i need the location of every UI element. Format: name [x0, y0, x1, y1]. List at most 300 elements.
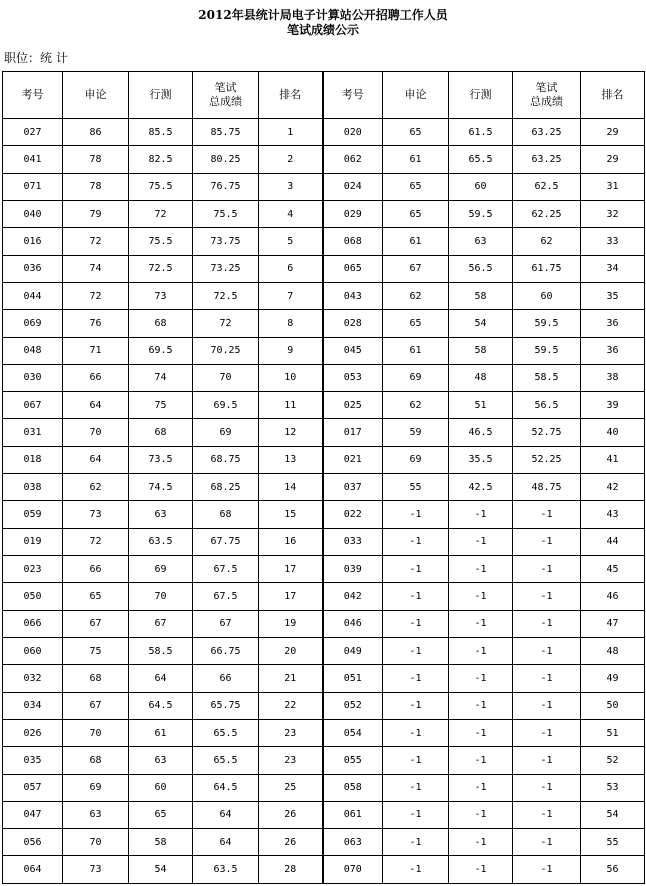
exam-no-cell: 035 — [3, 747, 63, 774]
total-cell: 66 — [193, 665, 259, 692]
header-exam-no-right: 考号 — [323, 72, 383, 119]
essay-cell: 66 — [63, 364, 129, 391]
aptitude-cell-right: 35.5 — [449, 446, 513, 473]
essay-cell: 64 — [63, 446, 129, 473]
exam-no-cell: 047 — [3, 801, 63, 828]
total-cell: 73.25 — [193, 255, 259, 282]
exam-no-cell-right: 068 — [323, 228, 383, 255]
rank-cell-right: 41 — [581, 446, 645, 473]
total-cell: 73.75 — [193, 228, 259, 255]
total-cell-right: -1 — [513, 829, 581, 856]
total-cell: 85.75 — [193, 119, 259, 146]
total-cell-right: 56.5 — [513, 392, 581, 419]
rank-cell: 26 — [259, 801, 323, 828]
total-cell: 72.5 — [193, 282, 259, 309]
essay-cell-right: -1 — [383, 583, 449, 610]
exam-no-cell: 060 — [3, 637, 63, 664]
essay-cell-right: -1 — [383, 501, 449, 528]
exam-no-cell-right: 051 — [323, 665, 383, 692]
essay-cell: 71 — [63, 337, 129, 364]
rank-cell-right: 32 — [581, 200, 645, 227]
essay-cell: 63 — [63, 801, 129, 828]
rank-cell-right: 56 — [581, 856, 645, 884]
essay-cell: 76 — [63, 310, 129, 337]
essay-cell-right: 65 — [383, 173, 449, 200]
total-cell-right: -1 — [513, 583, 581, 610]
exam-no-cell-right: 029 — [323, 200, 383, 227]
rank-cell-right: 36 — [581, 337, 645, 364]
exam-no-cell-right: 070 — [323, 856, 383, 884]
aptitude-cell: 60 — [129, 774, 193, 801]
total-cell-right: 61.75 — [513, 255, 581, 282]
essay-cell-right: 67 — [383, 255, 449, 282]
essay-cell-right: -1 — [383, 528, 449, 555]
aptitude-cell-right: -1 — [449, 856, 513, 884]
rank-cell-right: 40 — [581, 419, 645, 446]
header-total-line2: 总成绩 — [209, 95, 242, 108]
total-cell: 64 — [193, 801, 259, 828]
total-cell-right: -1 — [513, 501, 581, 528]
rank-cell: 17 — [259, 583, 323, 610]
aptitude-cell: 74 — [129, 364, 193, 391]
essay-cell-right: -1 — [383, 556, 449, 583]
table-row — [3, 146, 645, 173]
aptitude-cell: 64 — [129, 665, 193, 692]
rank-cell: 17 — [259, 556, 323, 583]
aptitude-cell-right: 56.5 — [449, 255, 513, 282]
aptitude-cell: 63 — [129, 747, 193, 774]
exam-no-cell-right: 061 — [323, 801, 383, 828]
aptitude-cell-right: 48 — [449, 364, 513, 391]
table-row — [3, 747, 645, 774]
table-row — [3, 665, 645, 692]
rank-cell-right: 29 — [581, 119, 645, 146]
aptitude-cell-right: -1 — [449, 719, 513, 746]
exam-no-cell: 027 — [3, 119, 63, 146]
aptitude-cell: 72.5 — [129, 255, 193, 282]
exam-no-cell: 023 — [3, 556, 63, 583]
exam-no-cell-right: 021 — [323, 446, 383, 473]
table-row — [3, 392, 645, 419]
rank-cell-right: 31 — [581, 173, 645, 200]
exam-no-cell: 066 — [3, 610, 63, 637]
essay-cell: 72 — [63, 228, 129, 255]
total-cell: 67.5 — [193, 556, 259, 583]
exam-no-cell-right: 063 — [323, 829, 383, 856]
rank-cell-right: 45 — [581, 556, 645, 583]
total-cell: 63.5 — [193, 856, 259, 884]
aptitude-cell-right: -1 — [449, 692, 513, 719]
rank-cell-right: 29 — [581, 146, 645, 173]
table-row — [3, 310, 645, 337]
aptitude-cell: 68 — [129, 419, 193, 446]
exam-no-cell-right: 037 — [323, 474, 383, 501]
rank-cell-right: 50 — [581, 692, 645, 719]
essay-cell: 74 — [63, 255, 129, 282]
exam-no-cell: 050 — [3, 583, 63, 610]
essay-cell: 73 — [63, 856, 129, 884]
exam-no-cell: 044 — [3, 282, 63, 309]
aptitude-cell: 74.5 — [129, 474, 193, 501]
aptitude-cell: 69 — [129, 556, 193, 583]
essay-cell: 67 — [63, 610, 129, 637]
aptitude-cell-right: -1 — [449, 583, 513, 610]
total-cell: 68 — [193, 501, 259, 528]
essay-cell: 62 — [63, 474, 129, 501]
essay-cell-right: -1 — [383, 665, 449, 692]
total-cell-right: 52.75 — [513, 419, 581, 446]
exam-no-cell-right: 053 — [323, 364, 383, 391]
aptitude-cell-right: -1 — [449, 637, 513, 664]
essay-cell-right: -1 — [383, 774, 449, 801]
total-cell-right: -1 — [513, 719, 581, 746]
total-cell: 67 — [193, 610, 259, 637]
rank-cell-right: 33 — [581, 228, 645, 255]
table-row — [3, 774, 645, 801]
exam-no-cell: 041 — [3, 146, 63, 173]
rank-cell: 16 — [259, 528, 323, 555]
table-row — [3, 255, 645, 282]
essay-cell-right: 61 — [383, 146, 449, 173]
header-rank-right: 排名 — [581, 72, 645, 119]
total-cell-right: 52.25 — [513, 446, 581, 473]
aptitude-cell-right: 42.5 — [449, 474, 513, 501]
table-row — [3, 282, 645, 309]
exam-no-cell-right: 024 — [323, 173, 383, 200]
table-header-row — [3, 72, 645, 119]
table-row — [3, 446, 645, 473]
essay-cell: 65 — [63, 583, 129, 610]
essay-cell-right: 65 — [383, 200, 449, 227]
total-cell-right: 63.25 — [513, 146, 581, 173]
essay-cell-right: -1 — [383, 637, 449, 664]
total-cell: 66.75 — [193, 637, 259, 664]
exam-no-cell-right: 054 — [323, 719, 383, 746]
exam-no-cell-right: 028 — [323, 310, 383, 337]
header-essay: 申论 — [63, 72, 129, 119]
exam-no-cell-right: 022 — [323, 501, 383, 528]
exam-no-cell-right: 033 — [323, 528, 383, 555]
table-body — [3, 119, 645, 884]
exam-no-cell: 057 — [3, 774, 63, 801]
total-cell: 70.25 — [193, 337, 259, 364]
aptitude-cell: 75.5 — [129, 228, 193, 255]
aptitude-cell-right: 60 — [449, 173, 513, 200]
rank-cell: 1 — [259, 119, 323, 146]
exam-no-cell-right: 039 — [323, 556, 383, 583]
rank-cell-right: 54 — [581, 801, 645, 828]
rank-cell-right: 48 — [581, 637, 645, 664]
rank-cell-right: 35 — [581, 282, 645, 309]
table-row — [3, 610, 645, 637]
exam-no-cell-right: 017 — [323, 419, 383, 446]
table-row — [3, 528, 645, 555]
rank-cell-right: 36 — [581, 310, 645, 337]
table-row — [3, 719, 645, 746]
rank-cell: 19 — [259, 610, 323, 637]
rank-cell-right: 43 — [581, 501, 645, 528]
total-cell: 80.25 — [193, 146, 259, 173]
rank-cell: 10 — [259, 364, 323, 391]
total-cell: 69.5 — [193, 392, 259, 419]
total-cell: 67.75 — [193, 528, 259, 555]
table-row — [3, 856, 645, 884]
rank-cell: 28 — [259, 856, 323, 884]
table-row — [3, 474, 645, 501]
essay-cell-right: 62 — [383, 392, 449, 419]
aptitude-cell: 73.5 — [129, 446, 193, 473]
essay-cell: 79 — [63, 200, 129, 227]
essay-cell-right: -1 — [383, 829, 449, 856]
essay-cell-right: -1 — [383, 692, 449, 719]
aptitude-cell: 58.5 — [129, 637, 193, 664]
rank-cell: 22 — [259, 692, 323, 719]
exam-no-cell: 040 — [3, 200, 63, 227]
total-cell: 64 — [193, 829, 259, 856]
aptitude-cell-right: -1 — [449, 556, 513, 583]
aptitude-cell: 75.5 — [129, 173, 193, 200]
essay-cell-right: 65 — [383, 119, 449, 146]
header-total-right — [513, 72, 581, 119]
essay-cell-right: 55 — [383, 474, 449, 501]
rank-cell: 23 — [259, 719, 323, 746]
essay-cell: 78 — [63, 173, 129, 200]
essay-cell: 86 — [63, 119, 129, 146]
rank-cell: 20 — [259, 637, 323, 664]
aptitude-cell-right: 54 — [449, 310, 513, 337]
aptitude-cell-right: -1 — [449, 501, 513, 528]
rank-cell: 14 — [259, 474, 323, 501]
header-aptitude-right: 行测 — [449, 72, 513, 119]
rank-cell: 4 — [259, 200, 323, 227]
essay-cell-right: 65 — [383, 310, 449, 337]
total-cell: 65.5 — [193, 747, 259, 774]
total-cell-right: 63.25 — [513, 119, 581, 146]
aptitude-cell: 61 — [129, 719, 193, 746]
exam-no-cell-right: 062 — [323, 146, 383, 173]
exam-no-cell: 030 — [3, 364, 63, 391]
aptitude-cell: 82.5 — [129, 146, 193, 173]
aptitude-cell: 63.5 — [129, 528, 193, 555]
total-cell-right: -1 — [513, 556, 581, 583]
essay-cell: 67 — [63, 692, 129, 719]
exam-no-cell: 019 — [3, 528, 63, 555]
rank-cell-right: 55 — [581, 829, 645, 856]
rank-cell: 11 — [259, 392, 323, 419]
essay-cell: 70 — [63, 719, 129, 746]
essay-cell-right: 61 — [383, 337, 449, 364]
essay-cell-right: -1 — [383, 610, 449, 637]
aptitude-cell-right: 61.5 — [449, 119, 513, 146]
essay-cell-right: 69 — [383, 446, 449, 473]
exam-no-cell-right: 046 — [323, 610, 383, 637]
total-cell-right: 48.75 — [513, 474, 581, 501]
rank-cell: 7 — [259, 282, 323, 309]
aptitude-cell: 75 — [129, 392, 193, 419]
rank-cell-right: 34 — [581, 255, 645, 282]
aptitude-cell: 69.5 — [129, 337, 193, 364]
aptitude-cell-right: 65.5 — [449, 146, 513, 173]
exam-no-cell-right: 025 — [323, 392, 383, 419]
exam-no-cell: 026 — [3, 719, 63, 746]
aptitude-cell-right: -1 — [449, 747, 513, 774]
total-cell: 67.5 — [193, 583, 259, 610]
total-cell-right: -1 — [513, 665, 581, 692]
exam-no-cell: 036 — [3, 255, 63, 282]
aptitude-cell: 67 — [129, 610, 193, 637]
rank-cell: 3 — [259, 173, 323, 200]
total-cell-right: -1 — [513, 801, 581, 828]
page-title: 2012年县统计局电子计算站公开招聘工作人员 — [198, 8, 448, 22]
rank-cell-right: 42 — [581, 474, 645, 501]
total-cell-right: -1 — [513, 747, 581, 774]
rank-cell-right: 39 — [581, 392, 645, 419]
rank-cell: 5 — [259, 228, 323, 255]
table-row — [3, 228, 645, 255]
aptitude-cell: 65 — [129, 801, 193, 828]
essay-cell-right: -1 — [383, 719, 449, 746]
essay-cell: 66 — [63, 556, 129, 583]
exam-no-cell-right: 045 — [323, 337, 383, 364]
essay-cell: 70 — [63, 419, 129, 446]
rank-cell: 2 — [259, 146, 323, 173]
aptitude-cell: 54 — [129, 856, 193, 884]
table-row — [3, 200, 645, 227]
total-cell: 65.75 — [193, 692, 259, 719]
exam-no-cell: 018 — [3, 446, 63, 473]
aptitude-cell: 70 — [129, 583, 193, 610]
total-cell-right: -1 — [513, 692, 581, 719]
rank-cell-right: 52 — [581, 747, 645, 774]
aptitude-cell: 72 — [129, 200, 193, 227]
rank-cell-right: 46 — [581, 583, 645, 610]
total-cell: 68.25 — [193, 474, 259, 501]
aptitude-cell: 58 — [129, 829, 193, 856]
table-row — [3, 556, 645, 583]
exam-no-cell-right: 065 — [323, 255, 383, 282]
aptitude-cell: 85.5 — [129, 119, 193, 146]
essay-cell: 70 — [63, 829, 129, 856]
exam-no-cell-right: 058 — [323, 774, 383, 801]
header-total-line2-right: 总成绩 — [530, 95, 563, 108]
exam-no-cell: 016 — [3, 228, 63, 255]
total-cell: 76.75 — [193, 173, 259, 200]
table-row — [3, 501, 645, 528]
exam-no-cell-right: 055 — [323, 747, 383, 774]
aptitude-cell-right: -1 — [449, 528, 513, 555]
essay-cell-right: 59 — [383, 419, 449, 446]
total-cell: 69 — [193, 419, 259, 446]
total-cell-right: -1 — [513, 774, 581, 801]
essay-cell: 68 — [63, 747, 129, 774]
header-total-line1: 笔试 — [214, 81, 237, 94]
exam-no-cell: 034 — [3, 692, 63, 719]
table-row — [3, 829, 645, 856]
exam-no-cell: 032 — [3, 665, 63, 692]
total-cell-right: -1 — [513, 856, 581, 884]
aptitude-cell: 68 — [129, 310, 193, 337]
aptitude-cell-right: 51 — [449, 392, 513, 419]
exam-no-cell-right: 020 — [323, 119, 383, 146]
rank-cell-right: 53 — [581, 774, 645, 801]
essay-cell: 75 — [63, 637, 129, 664]
aptitude-cell: 73 — [129, 282, 193, 309]
rank-cell-right: 51 — [581, 719, 645, 746]
essay-cell-right: -1 — [383, 801, 449, 828]
exam-no-cell: 048 — [3, 337, 63, 364]
page-subtitle: 笔试成绩公示 — [286, 23, 359, 37]
rank-cell: 6 — [259, 255, 323, 282]
exam-no-cell-right: 052 — [323, 692, 383, 719]
exam-no-cell: 067 — [3, 392, 63, 419]
total-cell-right: 62.25 — [513, 200, 581, 227]
table-row — [3, 173, 645, 200]
position-label: 职位：统 计 — [4, 51, 68, 65]
rank-cell: 9 — [259, 337, 323, 364]
essay-cell-right: 61 — [383, 228, 449, 255]
exam-no-cell: 069 — [3, 310, 63, 337]
table-row — [3, 583, 645, 610]
essay-cell: 73 — [63, 501, 129, 528]
aptitude-cell-right: 58 — [449, 282, 513, 309]
total-cell-right: -1 — [513, 637, 581, 664]
essay-cell: 68 — [63, 665, 129, 692]
table-row — [3, 637, 645, 664]
rank-cell: 12 — [259, 419, 323, 446]
rank-cell: 23 — [259, 747, 323, 774]
rank-cell-right: 49 — [581, 665, 645, 692]
rank-cell-right: 38 — [581, 364, 645, 391]
essay-cell-right: 62 — [383, 282, 449, 309]
essay-cell: 69 — [63, 774, 129, 801]
header-essay-right: 申论 — [383, 72, 449, 119]
exam-no-cell: 064 — [3, 856, 63, 884]
aptitude-cell-right: -1 — [449, 774, 513, 801]
rank-cell: 15 — [259, 501, 323, 528]
exam-no-cell: 038 — [3, 474, 63, 501]
total-cell-right: 58.5 — [513, 364, 581, 391]
exam-no-cell: 071 — [3, 173, 63, 200]
header-aptitude: 行测 — [129, 72, 193, 119]
total-cell: 72 — [193, 310, 259, 337]
exam-no-cell: 059 — [3, 501, 63, 528]
table-row — [3, 337, 645, 364]
essay-cell: 78 — [63, 146, 129, 173]
total-cell-right: -1 — [513, 610, 581, 637]
table-row — [3, 119, 645, 146]
rank-cell: 25 — [259, 774, 323, 801]
essay-cell-right: -1 — [383, 747, 449, 774]
total-cell-right: -1 — [513, 528, 581, 555]
header-total — [193, 72, 259, 119]
exam-no-cell-right: 042 — [323, 583, 383, 610]
rank-cell: 13 — [259, 446, 323, 473]
rank-cell: 26 — [259, 829, 323, 856]
total-cell: 65.5 — [193, 719, 259, 746]
exam-no-cell: 031 — [3, 419, 63, 446]
header-total-line1-right: 笔试 — [535, 81, 558, 94]
aptitude-cell-right: -1 — [449, 610, 513, 637]
aptitude-cell-right: -1 — [449, 829, 513, 856]
essay-cell: 72 — [63, 528, 129, 555]
essay-cell-right: -1 — [383, 856, 449, 884]
total-cell: 64.5 — [193, 774, 259, 801]
rank-cell-right: 47 — [581, 610, 645, 637]
aptitude-cell-right: 63 — [449, 228, 513, 255]
aptitude-cell-right: -1 — [449, 665, 513, 692]
aptitude-cell-right: 46.5 — [449, 419, 513, 446]
aptitude-cell-right: 59.5 — [449, 200, 513, 227]
